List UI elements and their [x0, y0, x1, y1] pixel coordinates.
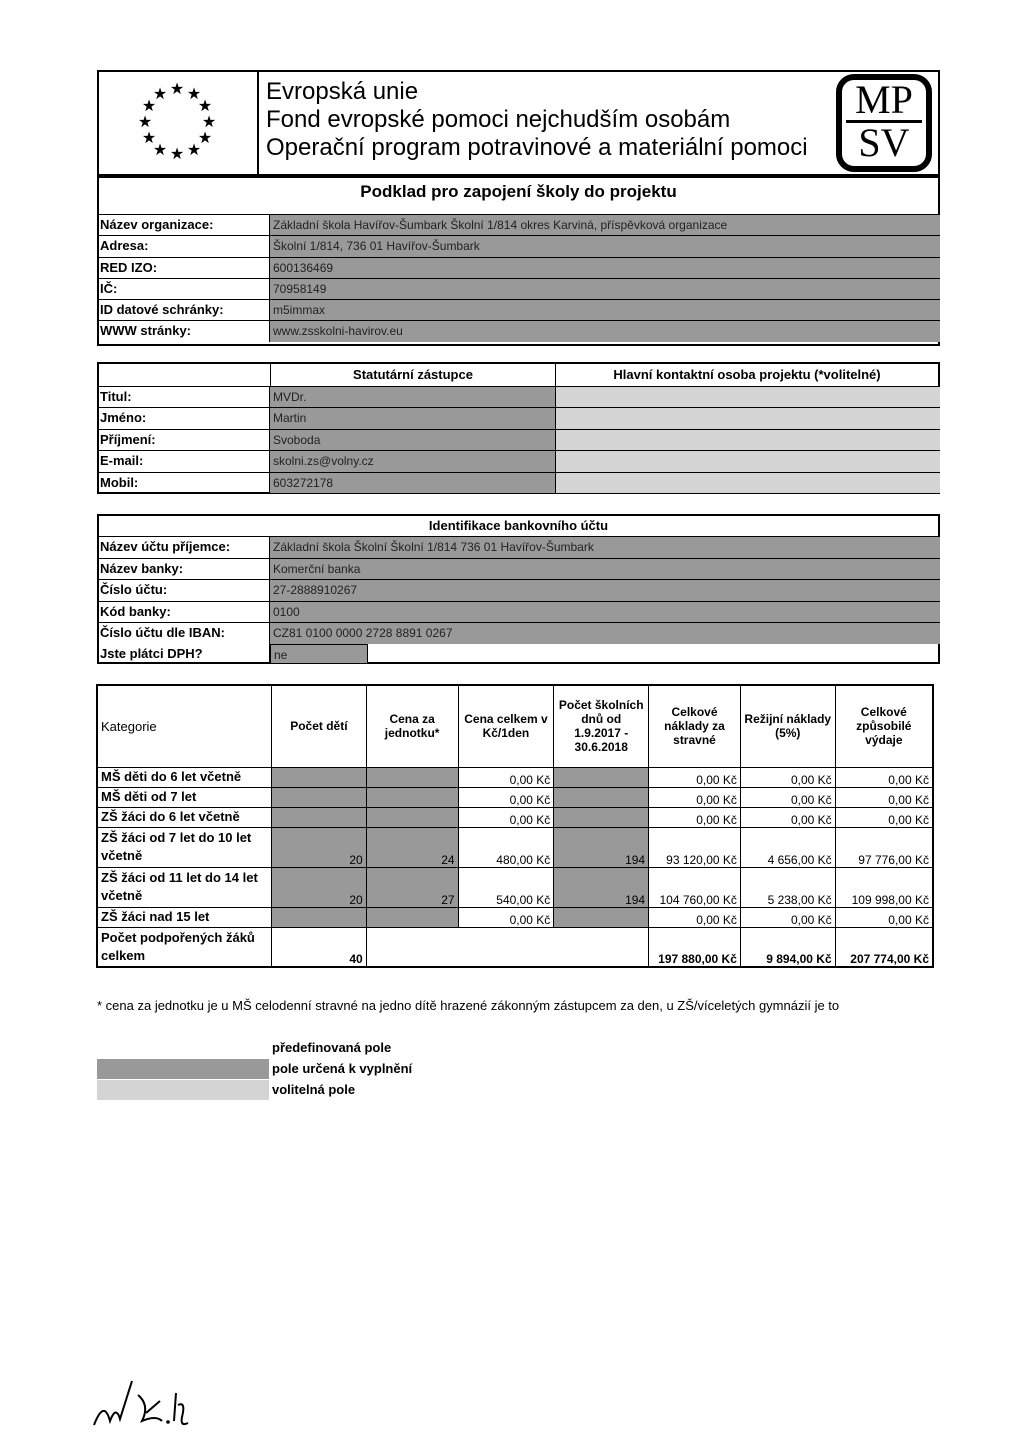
logo-bottom-text: SV: [858, 120, 910, 165]
cost-category: ZŠ žáci od 7 let do 10 let včetně: [97, 827, 272, 867]
contact-row: [97, 386, 940, 407]
cost-cell-total: 0,00 Kč: [835, 767, 933, 787]
org-row: [97, 278, 940, 299]
bank-row: [97, 622, 940, 644]
org-row-value[interactable]: Základní škola Havířov-Šumbark Školní 1/814 okres Karviná, příspěvková organizace: [270, 215, 940, 235]
bank-row-value[interactable]: CZ81 0100 0000 2728 8891 0267: [270, 623, 940, 644]
cost-cell-days[interactable]: [554, 907, 649, 927]
cost-cell-kids[interactable]: [272, 767, 367, 787]
dph-label: Jste plátci DPH?: [97, 644, 270, 664]
dph-value[interactable]: ne: [270, 644, 368, 664]
cost-category: MŠ děti od 7 let: [97, 787, 272, 807]
org-row-value[interactable]: m5immax: [270, 300, 940, 320]
cost-cell-unit[interactable]: [366, 787, 458, 807]
cost-header-cell: Cena celkem v Kč/1den: [458, 685, 554, 767]
legend-predefined-swatch: [97, 1038, 269, 1058]
org-row-label: IČ:: [97, 279, 270, 299]
header-line1: Evropská unie: [266, 78, 419, 105]
svg-text:★: ★: [141, 128, 157, 147]
bank-row-label: Kód banky:: [97, 602, 270, 623]
bank-row-label: Číslo účtu:: [97, 580, 270, 601]
contact-rows: [97, 386, 940, 493]
cost-header-cell: Celkové způsobilé výdaje: [835, 685, 933, 767]
svg-text:★: ★: [137, 112, 153, 131]
cost-category: ZŠ žáci nad 15 let: [97, 907, 272, 927]
bank-row-value[interactable]: 0100: [270, 602, 940, 623]
cost-row: [97, 767, 933, 787]
contact-col1-header: Statutární zástupce: [270, 364, 556, 386]
cost-table: [96, 684, 934, 968]
cost-cell-food: 0,00 Kč: [649, 907, 741, 927]
cost-header-cell: Počet školních dnů od 1.9.2017 - 30.6.2018: [554, 685, 649, 767]
svg-text:★: ★: [152, 140, 168, 159]
cost-sum-label: Počet podpořených žáků celkem: [97, 927, 272, 967]
cost-cell-unit[interactable]: [366, 807, 458, 827]
footnote: * cena za jednotku je u MŠ celodenní stravné na jedno dítě hrazené zákonným zástupcem za den, u ZŠ/víceletých gymnázií je to: [97, 998, 840, 1013]
bank-row: [97, 558, 940, 580]
cost-cell-day: 480,00 Kč: [458, 827, 554, 867]
org-row: [97, 320, 940, 341]
org-row-label: Název organizace:: [97, 215, 270, 235]
cost-row: [97, 787, 933, 807]
cost-cell-over: 0,00 Kč: [740, 767, 835, 787]
cost-cell-days[interactable]: 194: [554, 827, 649, 867]
cost-cell-unit[interactable]: [366, 767, 458, 787]
bank-row-value[interactable]: Komerční banka: [270, 559, 940, 580]
cost-category: MŠ děti do 6 let včetně: [97, 767, 272, 787]
cost-cell-unit[interactable]: 27: [366, 867, 458, 907]
bank-rows: [97, 536, 940, 644]
cost-cell-over: 0,00 Kč: [740, 807, 835, 827]
cost-cell-over: 0,00 Kč: [740, 787, 835, 807]
contact-row-value[interactable]: 603272178: [270, 473, 556, 493]
org-row: [97, 299, 940, 320]
cost-sum-total: 207 774,00 Kč: [835, 927, 933, 967]
cost-cell-total: 97 776,00 Kč: [835, 827, 933, 867]
cost-row: [97, 907, 933, 927]
cost-cell-kids[interactable]: [272, 907, 367, 927]
svg-text:★: ★: [201, 112, 217, 131]
bank-row-value[interactable]: 27-2888910267: [270, 580, 940, 601]
contact-optional-field[interactable]: [556, 408, 940, 428]
svg-text:★: ★: [152, 84, 168, 103]
cost-cell-over: 0,00 Kč: [740, 907, 835, 927]
cost-cell-over: 4 656,00 Kč: [740, 827, 835, 867]
cost-cell-food: 0,00 Kč: [649, 787, 741, 807]
legend-optional-label: volitelná pole: [272, 1082, 356, 1097]
mpsv-logo: [836, 74, 932, 172]
contact-row-label: Jméno:: [97, 408, 270, 428]
cost-cell-days[interactable]: [554, 767, 649, 787]
svg-text:★: ★: [186, 140, 202, 159]
cost-header-cell: Cena za jednotku*: [366, 685, 458, 767]
contact-row-label: Mobil:: [97, 473, 270, 493]
cost-cell-food: 0,00 Kč: [649, 767, 741, 787]
legend-fill-label: pole určená k vyplnění: [272, 1061, 413, 1076]
contact-optional-field[interactable]: [556, 473, 940, 493]
header-line2: Fond evropské pomoci nejchudším osobám: [266, 106, 731, 133]
header-line3: Operační program potravinové a materiální pomoci: [266, 134, 808, 161]
contact-row-value[interactable]: skolni.zs@volny.cz: [270, 451, 556, 471]
cost-sum-empty: [366, 927, 648, 967]
cost-cell-total: 109 998,00 Kč: [835, 867, 933, 907]
bank-row-label: Číslo účtu dle IBAN:: [97, 623, 270, 644]
cost-cell-kids[interactable]: [272, 787, 367, 807]
cost-cell-day: 540,00 Kč: [458, 867, 554, 907]
cost-cell-days[interactable]: [554, 807, 649, 827]
eu-flag-box: [97, 70, 259, 176]
cost-cell-over: 5 238,00 Kč: [740, 867, 835, 907]
org-row: [97, 235, 940, 256]
contact-row: [97, 407, 940, 428]
contact-row-label: E-mail:: [97, 451, 270, 471]
org-rows: [97, 214, 940, 342]
contact-row: [97, 472, 940, 493]
svg-text:★: ★: [186, 84, 202, 103]
cost-cell-day: 0,00 Kč: [458, 907, 554, 927]
contact-row-value[interactable]: Martin: [270, 408, 556, 428]
cost-cell-kids[interactable]: [272, 807, 367, 827]
org-row-value[interactable]: 600136469: [270, 258, 940, 278]
org-row: [97, 214, 940, 235]
org-row-label: Adresa:: [97, 236, 270, 256]
bank-row-label: Název banky:: [97, 559, 270, 580]
bank-row: [97, 536, 940, 558]
cost-category: ZŠ žáci do 6 let včetně: [97, 807, 272, 827]
svg-text:★: ★: [197, 128, 213, 147]
svg-text:★: ★: [197, 96, 213, 115]
cost-cell-day: 0,00 Kč: [458, 807, 554, 827]
contact-row: [97, 450, 940, 471]
cost-cell-food: 0,00 Kč: [649, 807, 741, 827]
contact-optional-field[interactable]: [556, 430, 940, 450]
contact-row-label: Příjmení:: [97, 430, 270, 450]
bank-row: [97, 601, 940, 623]
contact-row-value[interactable]: Svoboda: [270, 430, 556, 450]
org-row: [97, 257, 940, 278]
cost-sum-over: 9 894,00 Kč: [740, 927, 835, 967]
org-row-label: ID datové schránky:: [97, 300, 270, 320]
cost-header-cell: Režijní náklady (5%): [740, 685, 835, 767]
org-row-value[interactable]: Školní 1/814, 736 01 Havířov-Šumbark: [270, 236, 940, 256]
org-row-value[interactable]: www.zsskolni-havirov.eu: [270, 321, 940, 341]
cost-cell-days[interactable]: [554, 787, 649, 807]
cost-sum-row: [97, 927, 933, 967]
cost-header-row: [97, 685, 933, 767]
eu-stars-icon: [97, 70, 257, 174]
org-row-label: RED IZO:: [97, 258, 270, 278]
handwritten-signature: [90, 1375, 190, 1435]
cost-header-cell: Kategorie: [97, 685, 272, 767]
org-title: Podklad pro zapojení školy do projektu: [360, 182, 677, 201]
cost-row: [97, 867, 933, 907]
contact-row-label: Titul:: [97, 387, 270, 407]
legend-optional-swatch: [97, 1080, 269, 1100]
cost-cell-kids[interactable]: 20: [272, 867, 367, 907]
cost-sum-food: 197 880,00 Kč: [649, 927, 741, 967]
cost-cell-total: 0,00 Kč: [835, 907, 933, 927]
svg-text:★: ★: [169, 79, 185, 98]
bank-row-value[interactable]: Základní škola Školní Školní 1/814 736 01 Havířov-Šumbark: [270, 537, 940, 558]
org-row-value[interactable]: 70958149: [270, 279, 940, 299]
cost-sum-kids: 40: [272, 927, 367, 967]
logo-top-text: MP: [846, 80, 922, 123]
cost-row: [97, 827, 933, 867]
legend-fill-swatch: [97, 1059, 269, 1079]
bank-row-label: Název účtu příjemce:: [97, 537, 270, 558]
bank-title: Identifikace bankovního účtu: [428, 518, 609, 533]
org-row-label: WWW stránky:: [97, 321, 270, 341]
cost-cell-day: 0,00 Kč: [458, 767, 554, 787]
contact-row-value[interactable]: MVDr.: [270, 387, 556, 407]
contact-optional-field[interactable]: [556, 451, 940, 471]
cost-cell-food: 93 120,00 Kč: [649, 827, 741, 867]
contact-col2-header: Hlavní kontaktní osoba projektu (*volitelné): [613, 367, 881, 382]
cost-cell-kids[interactable]: 20: [272, 827, 367, 867]
cost-category: ZŠ žáci od 11 let do 14 let včetně: [97, 867, 272, 907]
cost-cell-total: 0,00 Kč: [835, 787, 933, 807]
svg-text:★: ★: [169, 144, 185, 163]
cost-cell-day: 0,00 Kč: [458, 787, 554, 807]
contact-row: [97, 429, 940, 450]
cost-cell-unit[interactable]: 24: [366, 827, 458, 867]
cost-header-cell: Celkové náklady za stravné: [649, 685, 741, 767]
cost-cell-food: 104 760,00 Kč: [649, 867, 741, 907]
bank-row: [97, 579, 940, 601]
cost-cell-unit[interactable]: [366, 907, 458, 927]
contact-optional-field[interactable]: [556, 387, 940, 407]
cost-row: [97, 807, 933, 827]
svg-text:★: ★: [141, 96, 157, 115]
legend-predefined-label: předefinovaná pole: [272, 1040, 392, 1055]
cost-header-cell: Počet dětí: [272, 685, 367, 767]
cost-cell-total: 0,00 Kč: [835, 807, 933, 827]
cost-cell-days[interactable]: 194: [554, 867, 649, 907]
